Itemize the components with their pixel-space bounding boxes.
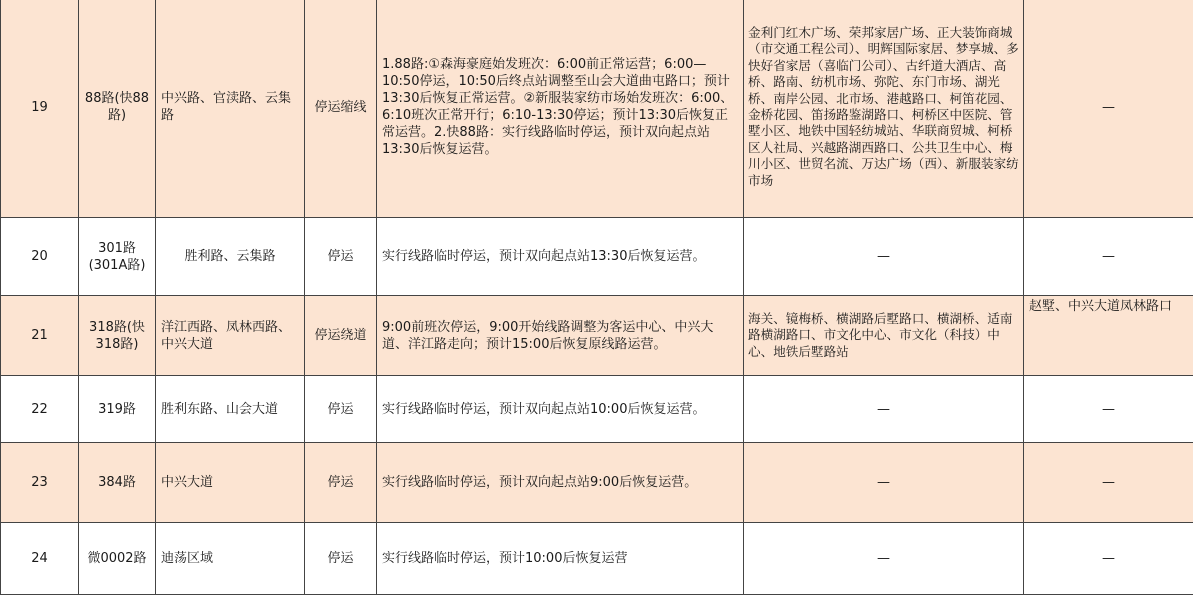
row-number: 20	[1, 218, 79, 296]
table-row	[1, 523, 1193, 595]
route-name: 微0002路	[79, 523, 156, 595]
adjustment-detail: 1.88路:①森海豪庭始发班次：6:00前正常运营；6:00—10:50停运，10:50后终点站调整至山会大道曲屯路口；预计13:30后恢复正常运营。②新服装家纺市场始发班次：6:00、6:10班次正常开行；6:10-13:30停运；预计13:30后恢复正常运营。2.快88路：实行线路临时停运，预计双向起点站13:30后恢复运营。	[377, 0, 744, 218]
added-stops: —	[1024, 0, 1193, 218]
suspended-stops: 金利门红木广场、荣邦家居广场、正大装饰商城（市交通工程公司）、明辉国际家居、梦享城、多快好省家居（喜临门公司）、古纤道大酒店、高桥、路南、纺机市场、弥陀、东门市场、湖光桥、南岸公园、北市场、港越路口、柯笛花园、金桥花园、笛扬路鉴湖路口、柯桥区中医院、管墅小区、地铁中国轻纺城站、华联商贸城、柯桥区人社局、兴越路湖西路口、公共卫生中心、梅川小区、世贸名流、万达广场（西）、新服装家纺市场	[744, 0, 1024, 218]
added-stops: —	[1024, 218, 1193, 296]
added-stops: —	[1024, 523, 1193, 595]
adjustment-detail: 实行线路临时停运，预计双向起点站13:30后恢复运营。	[377, 218, 744, 296]
row-number: 24	[1, 523, 79, 595]
adjustment-detail: 实行线路临时停运，预计10:00后恢复运营	[377, 523, 744, 595]
operation-status: 停运缩线	[305, 0, 377, 218]
affected-roads: 中兴路、官渎路、云集路	[156, 0, 305, 218]
table-row	[1, 296, 1193, 376]
adjustment-detail: 实行线路临时停运，预计双向起点站9:00后恢复运营。	[377, 443, 744, 523]
adjustment-detail: 9:00前班次停运，9:00开始线路调整为客运中心、中兴大道、洋江路走向；预计15:00后恢复原线路运营。	[377, 296, 744, 376]
route-name: 318路(快318路)	[79, 296, 156, 376]
affected-roads: 中兴大道	[156, 443, 305, 523]
table-row	[1, 0, 1193, 218]
operation-status: 停运绕道	[305, 296, 377, 376]
suspended-stops: 海关、镜梅桥、横湖路后墅路口、横湖桥、适南路横湖路口、市文化中心、市文化（科技）中心、地铁后墅路站	[744, 296, 1024, 376]
affected-roads: 胜利东路、山会大道	[156, 376, 305, 443]
suspended-stops: —	[744, 376, 1024, 443]
affected-roads: 胜利路、云集路	[156, 218, 305, 296]
operation-status: 停运	[305, 218, 377, 296]
suspended-stops: —	[744, 443, 1024, 523]
route-name: 384路	[79, 443, 156, 523]
affected-roads: 洋江西路、凤林西路、中兴大道	[156, 296, 305, 376]
operation-status: 停运	[305, 443, 377, 523]
operation-status: 停运	[305, 523, 377, 595]
row-number: 21	[1, 296, 79, 376]
table-row	[1, 443, 1193, 523]
row-number: 22	[1, 376, 79, 443]
added-stops: 赵墅、中兴大道凤林路口	[1024, 296, 1193, 376]
row-number: 23	[1, 443, 79, 523]
route-name: 301路(301A路)	[79, 218, 156, 296]
affected-roads: 迪荡区域	[156, 523, 305, 595]
row-number: 19	[1, 0, 79, 218]
suspended-stops: —	[744, 218, 1024, 296]
added-stops: —	[1024, 376, 1193, 443]
operation-status: 停运	[305, 376, 377, 443]
added-stops: —	[1024, 443, 1193, 523]
suspended-stops: —	[744, 523, 1024, 595]
table-row	[1, 376, 1193, 443]
table-row	[1, 218, 1193, 296]
adjustment-detail: 实行线路临时停运，预计双向起点站10:00后恢复运营。	[377, 376, 744, 443]
route-name: 319路	[79, 376, 156, 443]
route-name: 88路(快88路)	[79, 0, 156, 218]
